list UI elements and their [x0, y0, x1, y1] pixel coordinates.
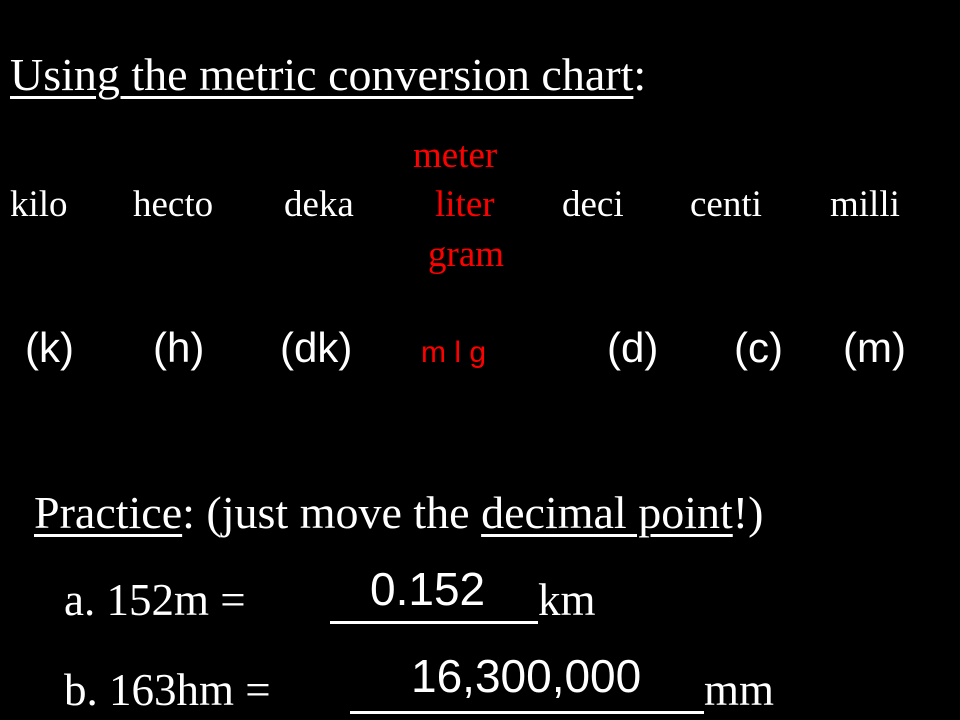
problem-a-blank [330, 621, 538, 624]
problem-b-unit: mm [704, 665, 775, 715]
abbr-deka: (dk) [280, 324, 353, 371]
prefix-milli: milli [830, 184, 900, 225]
abbr-kilo: (k) [25, 324, 74, 371]
prefix-deci: deci [562, 184, 624, 225]
problem-a-answer: 0.152 [370, 563, 486, 615]
abbr-hecto: (h) [153, 324, 205, 371]
prefix-centi: centi [690, 184, 762, 225]
abbr-deci: (d) [607, 324, 659, 371]
problem-a-unit: km [538, 575, 596, 625]
practice-end: !) [732, 487, 764, 538]
practice-emphasis: decimal point [481, 487, 733, 538]
problem-a-prefix: a. 152m = [64, 575, 246, 625]
base-unit-meter: meter [413, 135, 498, 176]
abbr-centi: (c) [734, 324, 783, 371]
practice-label: Practice [34, 487, 183, 538]
base-unit-gram: gram [428, 234, 505, 275]
problem-b-answer: 16,300,000 [411, 650, 642, 702]
page-title [10, 49, 647, 100]
practice-instruction: : (just move the [182, 487, 482, 538]
abbr-milli: (m) [843, 324, 906, 371]
prefix-kilo: kilo [10, 184, 68, 225]
problem-b-prefix: b. 163hm = [64, 665, 271, 715]
prefix-hecto: hecto [133, 184, 214, 225]
abbr-base-units: m l g [421, 336, 487, 369]
title-text: Using the metric conversion chart [10, 49, 634, 100]
title-colon: : [633, 49, 647, 100]
prefix-deka: deka [284, 184, 354, 225]
practice-heading [34, 487, 764, 538]
base-unit-liter: liter [435, 184, 495, 225]
problem-b-blank [350, 711, 704, 714]
